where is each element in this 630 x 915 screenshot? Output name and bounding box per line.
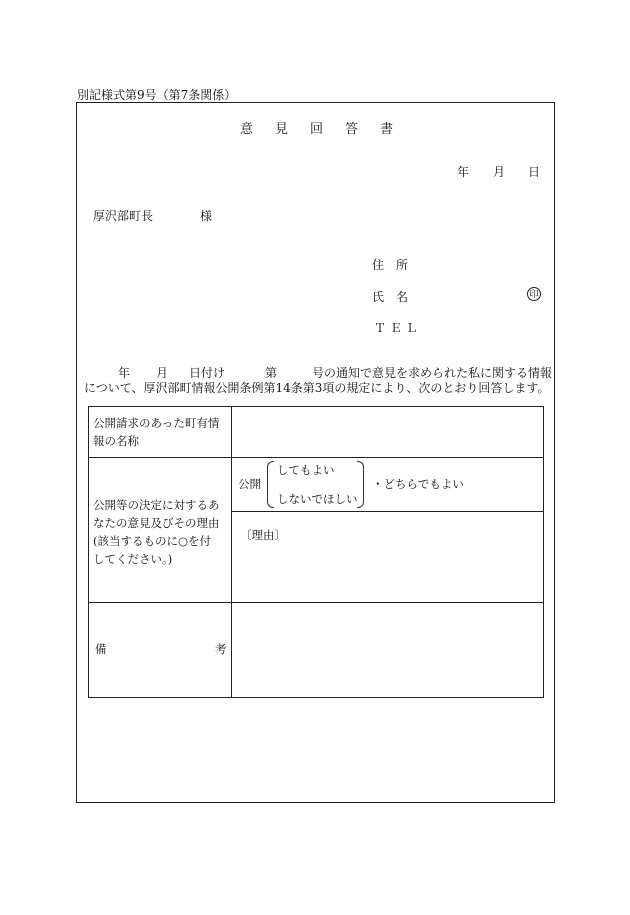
option-bracket-left bbox=[267, 461, 274, 508]
tel-label: Ｔ Ｅ Ｌ bbox=[374, 321, 418, 335]
body-month: 月 bbox=[156, 366, 169, 380]
body-dated: 日付け bbox=[189, 366, 226, 380]
body-year: 年 bbox=[118, 366, 131, 380]
body-line2: について、厚沢部町情報公開条例第14条第3項の規定により、次のとおり回答します。 bbox=[84, 381, 550, 395]
body-line1-rest: 号の通知で意見を求められた私に関する情報 bbox=[312, 366, 553, 380]
body-number-prefix: 第 bbox=[265, 366, 278, 380]
table-column-divider bbox=[231, 406, 232, 698]
date-year-label: 年 bbox=[457, 165, 470, 179]
info-name-field[interactable] bbox=[233, 408, 542, 456]
addressee-suffix: 様 bbox=[200, 209, 213, 223]
option-disallow[interactable]: しないでほしい bbox=[277, 492, 358, 506]
form-caption: 別記様式第9号（第7条関係） bbox=[77, 88, 237, 102]
title-char: 見 bbox=[275, 122, 289, 137]
date-day-label: 日 bbox=[528, 165, 541, 179]
option-allow[interactable]: してもよい bbox=[277, 463, 335, 477]
disclosure-label: 公開 bbox=[238, 477, 261, 491]
title-char: 回 bbox=[310, 122, 324, 137]
remarks-field[interactable] bbox=[233, 604, 542, 696]
date-month-label: 月 bbox=[493, 165, 506, 179]
table-row-divider bbox=[88, 457, 544, 458]
option-bracket-right bbox=[357, 461, 364, 508]
table-row-divider bbox=[88, 602, 544, 603]
reason-field[interactable] bbox=[233, 546, 542, 600]
title-char: 答 bbox=[345, 122, 359, 137]
addressee-name: 厚沢部町長 bbox=[93, 209, 154, 223]
seal-mark: 印 bbox=[527, 287, 541, 301]
reason-label: 〔理由〕 bbox=[240, 528, 286, 542]
title-char: 意 bbox=[240, 122, 254, 137]
remarks-char: 備 bbox=[95, 642, 107, 656]
address-label: 住 所 bbox=[372, 258, 409, 272]
remarks-char: 考 bbox=[215, 642, 227, 656]
opinion-label: 公開等の決定に対するあ なたの意見及びその理由 (該当するものに○を付 してください。) bbox=[93, 498, 220, 566]
title-char: 書 bbox=[380, 122, 394, 137]
table-row-divider bbox=[231, 511, 544, 512]
info-name-label: 公開請求のあった町有情 報の名称 bbox=[93, 416, 220, 448]
name-label: 氏 名 bbox=[372, 290, 409, 304]
option-either[interactable]: ・どちらでもよい bbox=[372, 477, 464, 491]
